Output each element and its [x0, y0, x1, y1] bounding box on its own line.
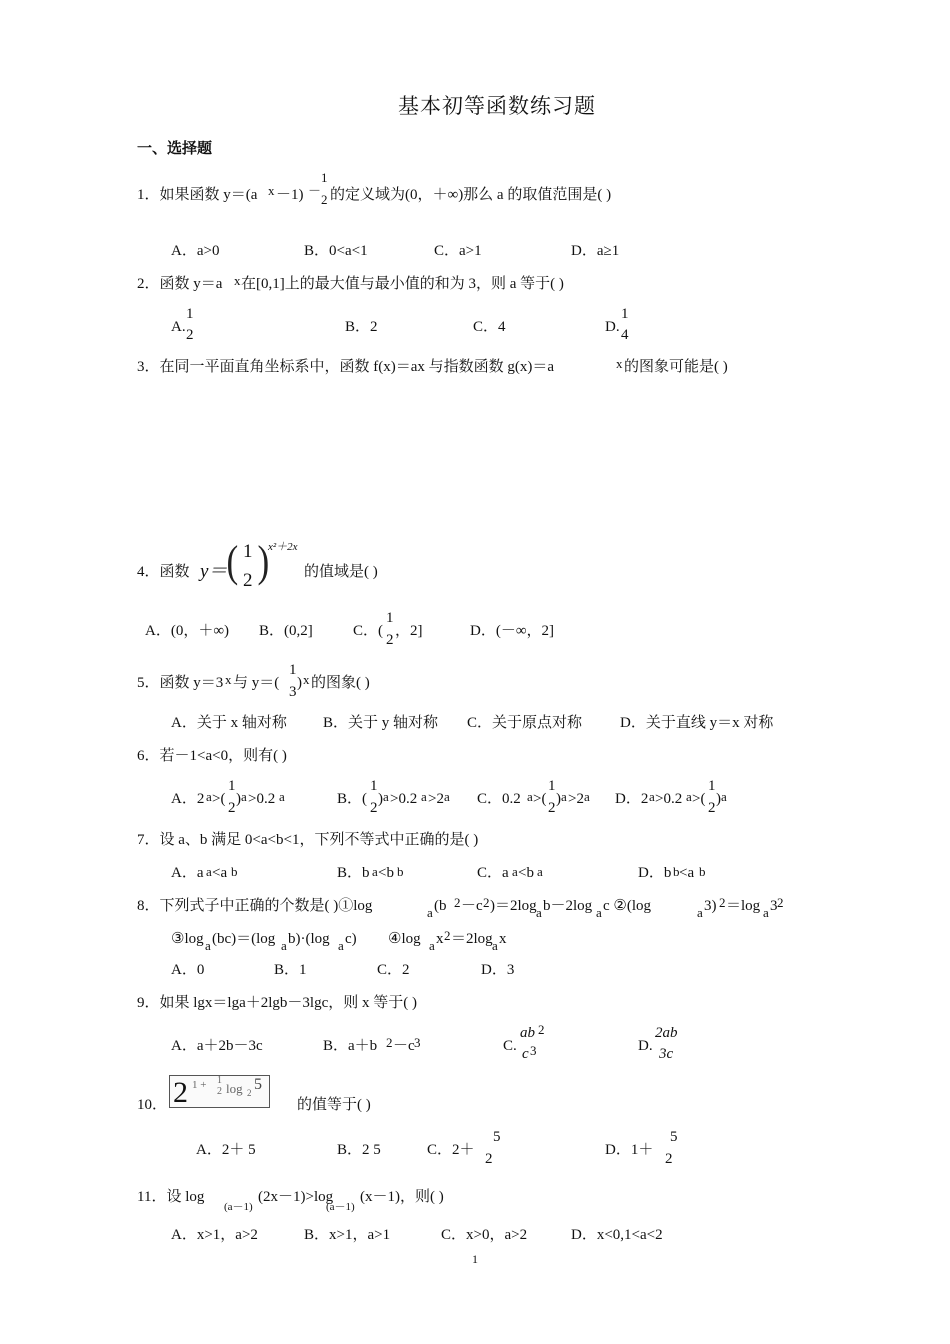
- q7-sup: b: [699, 864, 706, 879]
- q8-sup: 2: [444, 928, 451, 943]
- q8-stem-part: －c: [461, 898, 483, 914]
- q7-option-c-part: <b: [518, 865, 534, 881]
- q9-option-c-denominator: c: [522, 1046, 529, 1062]
- q5-denominator: 3: [289, 684, 297, 700]
- q10-exp-log: log: [226, 1081, 243, 1096]
- q8-line2-part: b)·(log: [288, 931, 330, 947]
- q4-right-paren-icon: ): [257, 537, 270, 586]
- q9-option-d-numerator: 2ab: [655, 1025, 678, 1041]
- q6-option-c-part: ): [556, 791, 561, 807]
- q4-numerator: 1: [243, 541, 253, 562]
- q8-option-a: A．0: [171, 962, 205, 978]
- q6-option-d-numerator: 1: [708, 778, 716, 794]
- q8-sub: a: [205, 938, 211, 953]
- q10-base: 2: [173, 1076, 188, 1109]
- q6-option-a-part: >(: [212, 791, 226, 807]
- q10-exp-five: 5: [254, 1076, 262, 1093]
- q6-sup: a: [649, 789, 655, 804]
- q7-sup: a: [537, 864, 543, 879]
- q8-sup: 2: [719, 895, 726, 910]
- q8-option-d: D．3: [481, 962, 515, 978]
- q10-option-d: D．1＋: [605, 1142, 654, 1158]
- q5-stem-part: 的图象( ): [311, 675, 370, 691]
- q10-option-c-denominator: 2: [485, 1151, 493, 1167]
- q9-option-d-denominator: 3c: [659, 1046, 674, 1062]
- q10-option-b: B．2 5: [337, 1142, 381, 1158]
- q5-stem-part: ): [297, 675, 302, 691]
- q6-option-d-part: ): [716, 791, 721, 807]
- q2-stem-part: 在[0,1]上的最大值与最小值的和为 3，则 a 等于( ): [241, 276, 564, 292]
- q5-superscript: x: [303, 672, 310, 687]
- q6-option-d-part: >(: [692, 791, 706, 807]
- q2-option-d-numerator: 1: [621, 306, 629, 322]
- q6-sup: a: [561, 789, 567, 804]
- q8-line2-part: x: [436, 931, 444, 947]
- q6-option-a-denominator: 2: [228, 800, 236, 816]
- q7-stem: 7．设 a、b 满足 0<a<b<1，下列不等式中正确的是( ): [137, 832, 479, 848]
- q8-line2-part: ③log: [171, 931, 204, 947]
- q10-option-c: C．2＋: [427, 1142, 475, 1158]
- q7-sup: b: [673, 864, 680, 879]
- page-number: 1: [472, 1252, 478, 1266]
- q9-option-c-numerator: ab: [520, 1025, 535, 1041]
- q1-option-c: C．a>1: [434, 243, 482, 259]
- q10-option-d-numerator: 5: [670, 1129, 678, 1145]
- q10-stem: 的值等于( ): [297, 1097, 371, 1113]
- q8-sub: a: [429, 938, 435, 953]
- q1-exp-minus: －: [308, 183, 322, 198]
- q11-option-d: D．x<0,1<a<2: [571, 1227, 663, 1243]
- q8-sub: a: [596, 905, 602, 920]
- q11-stem-part: 11．设 log: [137, 1189, 205, 1205]
- q10-option-c-numerator: 5: [493, 1129, 501, 1145]
- q8-stem-part: (b: [434, 898, 447, 914]
- q4-exponent: x²＋2x: [268, 541, 298, 553]
- q2-option-d: D.: [605, 319, 620, 335]
- q8-sub: a: [536, 905, 542, 920]
- q7-sup: a: [372, 864, 378, 879]
- q9-option-c-num-sup: 2: [538, 1022, 545, 1037]
- q4-y-equals: y＝: [200, 561, 228, 582]
- q2-option-a-denominator: 2: [186, 327, 194, 343]
- q6-option-b-part: ): [378, 791, 383, 807]
- q6-stem: 6．若－1<a<0，则有( ): [137, 748, 287, 764]
- q11-stem-part: (x－1)，则( ): [360, 1189, 444, 1205]
- q8-sub: a: [492, 938, 498, 953]
- q9-option-c: C.: [503, 1038, 517, 1054]
- q9-option-b: B．a＋b: [323, 1038, 378, 1054]
- q7-option-b: B．b: [337, 865, 370, 881]
- q10-number: 10．: [137, 1097, 168, 1113]
- q4-option-c: C．(: [353, 623, 384, 639]
- q8-sub: a: [697, 905, 703, 920]
- q8-stem-part: )＝2log: [490, 898, 537, 914]
- q9-stem: 9．如果 lgx＝lga＋2lgb－3lgc，则 x 等于( ): [137, 995, 417, 1011]
- q7-option-b-part: <b: [378, 865, 394, 881]
- q2-option-c: C．4: [473, 319, 506, 335]
- q6-option-b-part: >2: [428, 791, 444, 807]
- q5-option-d: D．关于直线 y＝x 对称: [620, 715, 774, 731]
- q6-option-c-denominator: 2: [548, 800, 556, 816]
- q6-option-a-part: ): [236, 791, 241, 807]
- q9-option-b-part: －c: [393, 1038, 415, 1054]
- q7-option-a: A．a: [171, 865, 204, 881]
- q8-sup: 2: [454, 895, 461, 910]
- q1-option-d: D．a≥1: [571, 243, 620, 259]
- q8-line2-part: x: [499, 931, 507, 947]
- q6-option-c-part: >2: [568, 791, 584, 807]
- q8-sub: a: [763, 905, 769, 920]
- q8-sub: a: [281, 938, 287, 953]
- q7-sup: a: [206, 864, 212, 879]
- q2-option-a: A.: [171, 319, 186, 335]
- q9-sup: 2: [386, 1035, 393, 1050]
- q10-exp-denominator: 2: [217, 1086, 222, 1097]
- q8-line2-part: c): [345, 931, 357, 947]
- q6-option-a-numerator: 1: [228, 778, 236, 794]
- q10-exp-prefix: 1 +: [192, 1079, 207, 1091]
- q4-option-c-numerator: 1: [386, 610, 394, 626]
- q4-denominator: 2: [243, 570, 253, 591]
- q6-sup: a: [383, 789, 389, 804]
- q5-option-a: A．关于 x 轴对称: [171, 715, 287, 731]
- q8-option-b: B．1: [274, 962, 307, 978]
- q9-sup: 3: [414, 1035, 421, 1050]
- q6-option-d-part: >0.2: [655, 791, 683, 807]
- q8-line2-part: ④log: [388, 931, 421, 947]
- q5-option-b: B．关于 y 轴对称: [323, 715, 439, 731]
- q8-stem-part: 3): [704, 898, 717, 914]
- q4-left-paren-icon: (: [226, 537, 239, 586]
- q1-stem-part: 1．如果函数 y＝(a: [137, 187, 258, 203]
- q4-option-d: D．(－∞，2]: [470, 623, 555, 639]
- q8-stem-part: 8．下列式子中正确的个数是( )①log: [137, 898, 373, 914]
- q11-option-a: A．x>1，a>2: [171, 1227, 258, 1243]
- q8-sub: a: [338, 938, 344, 953]
- q8-stem-part: b－2log: [543, 898, 593, 914]
- q8-sup: 2: [777, 895, 784, 910]
- q1-stem-part: 的定义域为(0，＋∞)那么 a 的取值范围是( ): [330, 187, 612, 203]
- q6-sup: a: [279, 789, 285, 804]
- q8-option-c: C．2: [377, 962, 410, 978]
- q9-option-a: A．a＋2b－3c: [171, 1038, 263, 1054]
- q9-option-c-den-sup: 3: [530, 1043, 537, 1058]
- q4-stem-part: 4．函数: [137, 564, 190, 580]
- q6-sup: a: [444, 789, 450, 804]
- q6-option-a-part: >0.2: [248, 791, 276, 807]
- q6-option-d: D．2: [615, 791, 649, 807]
- q8-line2-part: (bc)＝(log: [212, 931, 276, 947]
- q3-superscript: x: [616, 356, 623, 371]
- q8-sub: a: [427, 905, 433, 920]
- q6-option-b-denominator: 2: [370, 800, 378, 816]
- q6-option-d-denominator: 2: [708, 800, 716, 816]
- q6-sup: a: [241, 789, 247, 804]
- q11-sub: (a－1): [326, 1201, 355, 1213]
- q2-stem-part: 2．函数 y＝a: [137, 276, 223, 292]
- q11-option-c: C．x>0，a>2: [441, 1227, 528, 1243]
- q2-option-a-numerator: 1: [186, 306, 194, 322]
- q8-stem-part: 3: [770, 898, 778, 914]
- q6-sup: a: [686, 789, 692, 804]
- q10-formula-image: [169, 1075, 270, 1108]
- q10-option-a: A．2＋ 5: [196, 1142, 256, 1158]
- q3-stem-part: 3．在同一平面直角坐标系中，函数 f(x)＝ax 与指数函数 g(x)＝a: [137, 359, 555, 375]
- q8-sup: 2: [483, 895, 490, 910]
- q8-stem-part: c ②(log: [603, 898, 652, 914]
- q7-option-c: C．a: [477, 865, 509, 881]
- q6-option-c-numerator: 1: [548, 778, 556, 794]
- q6-sup: a: [584, 789, 590, 804]
- q1-superscript: x: [268, 183, 275, 198]
- q4-option-c-denominator: 2: [386, 632, 394, 648]
- q7-option-a-part: <a: [212, 865, 228, 881]
- q3-stem-part: 的图象可能是( ): [624, 359, 728, 375]
- q7-option-d-part: <a: [679, 865, 695, 881]
- q1-stem-part: －1): [276, 187, 304, 203]
- q8-stem-part: ＝log: [726, 898, 761, 914]
- q1-option-a: A．a>0: [171, 243, 220, 259]
- q1-exp-numerator: 1: [321, 170, 328, 185]
- q10-exp-subscript: 2: [247, 1088, 252, 1098]
- q5-numerator: 1: [289, 662, 297, 678]
- q2-superscript: x: [234, 273, 241, 288]
- page-title: 基本初等函数练习题: [398, 94, 596, 118]
- q5-stem-part: 5．函数 y＝3: [137, 675, 224, 691]
- q6-sup: a: [527, 789, 533, 804]
- q7-sup: b: [397, 864, 404, 879]
- q2-option-d-denominator: 4: [621, 327, 629, 343]
- q6-option-b-part: >0.2: [390, 791, 418, 807]
- q4-option-b: B．(0,2]: [259, 623, 313, 639]
- q2-option-b: B．2: [345, 319, 378, 335]
- q7-sup: b: [231, 864, 238, 879]
- q6-sup: a: [206, 789, 212, 804]
- q6-option-c: C．0.2: [477, 791, 521, 807]
- q6-sup: a: [421, 789, 427, 804]
- q5-superscript: x: [225, 672, 232, 687]
- q9-option-d: D.: [638, 1038, 653, 1054]
- q6-option-c-part: >(: [533, 791, 547, 807]
- q1-exp-denominator: 2: [321, 192, 328, 207]
- q11-option-b: B．x>1，a>1: [304, 1227, 391, 1243]
- q8-line2-part: ＝2log: [451, 931, 493, 947]
- q6-option-b: B．(: [337, 791, 368, 807]
- q7-option-d: D．b: [638, 865, 672, 881]
- q6-option-b-numerator: 1: [370, 778, 378, 794]
- q7-sup: a: [512, 864, 518, 879]
- q10-exp-numerator: 1: [217, 1075, 222, 1086]
- q5-stem-part: 与 y＝(: [233, 675, 280, 691]
- q11-stem-part: (2x－1)>log: [258, 1189, 334, 1205]
- q4-stem-part: 的值域是( ): [304, 564, 378, 580]
- q5-option-c: C．关于原点对称: [467, 715, 583, 731]
- q1-option-b: B．0<a<1: [304, 243, 368, 259]
- q4-option-c-tail: ，2]: [395, 623, 423, 639]
- q4-option-a: A．(0，＋∞): [145, 623, 230, 639]
- q11-sub: (a－1): [224, 1201, 253, 1213]
- q6-option-a: A．2: [171, 791, 205, 807]
- section-heading: 一、选择题: [137, 139, 213, 157]
- q10-option-d-denominator: 2: [665, 1151, 673, 1167]
- q6-sup: a: [721, 789, 727, 804]
